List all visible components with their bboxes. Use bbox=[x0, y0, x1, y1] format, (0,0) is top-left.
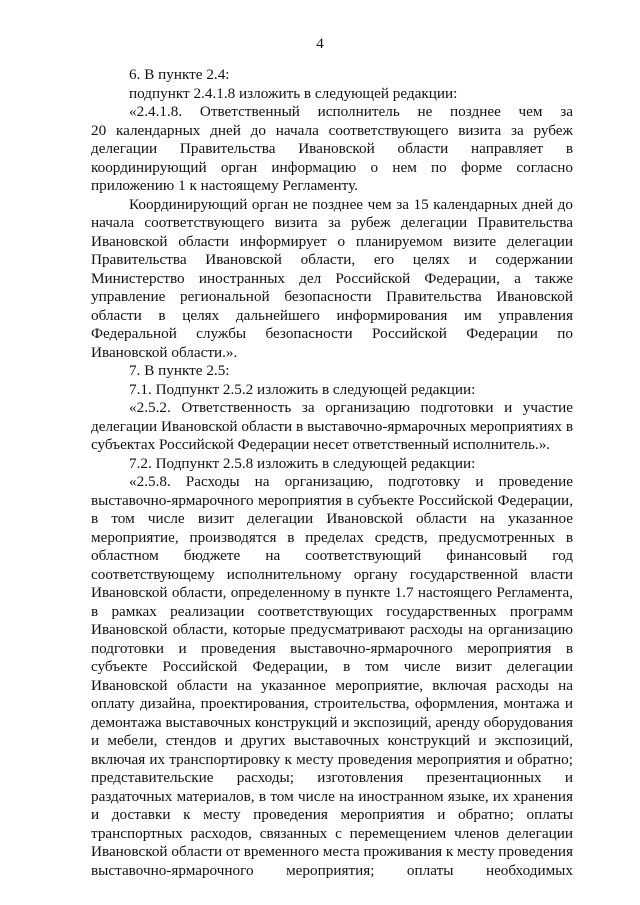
text-line: «2.5.8. Расходы на организацию, подготовку и проведение bbox=[129, 473, 573, 490]
text-line: Ивановской области.». bbox=[91, 343, 238, 361]
text-line: Координирующий орган не позднее чем за 15 календарных дней до bbox=[129, 195, 573, 213]
text-line: выставочно-ярмарочного мероприятия; оплаты необходимых bbox=[91, 861, 573, 879]
text-line: соответствующему исполнительному органу государственной власти bbox=[91, 565, 573, 583]
text-line: Ивановской области на указанное мероприятие, включая расходы на bbox=[91, 676, 573, 694]
text-line: и доставки к месту проведения мероприятия и обратно; оплаты bbox=[91, 806, 573, 823]
text-line: делегации Ивановской области в выставочно-ярмарочных мероприятиях в bbox=[91, 417, 573, 435]
document-body bbox=[91, 66, 573, 880]
text-line: 6. В пункте 2.4: bbox=[129, 66, 230, 83]
text-line: Министерство иностранных дел Российской Федерации, а также bbox=[91, 269, 573, 287]
page-number: 4 bbox=[316, 36, 324, 52]
text-line: мероприятие, производятся в пределах средств, предусмотренных в bbox=[91, 528, 573, 546]
text-line: координирующий орган информацию о нем по форме согласно bbox=[91, 158, 573, 176]
text-line: подготовки и проведения выставочно-ярмарочного мероприятия в bbox=[91, 639, 573, 657]
text-line: субъектах Российской Федерации несет ответственный исполнитель.». bbox=[91, 436, 551, 453]
text-line: включая их транспортировку к месту проведения мероприятия и обратно; bbox=[91, 750, 573, 768]
text-line: субъекте Российской Федерации, в том числе визит делегации bbox=[91, 658, 573, 675]
text-line: приложению 1 к настоящему Регламенту. bbox=[91, 177, 358, 194]
text-line: 20 календарных дней до начала соответствующего визита за рубеж bbox=[91, 121, 573, 139]
text-line: областном бюджете на соответствующий финансовый год bbox=[91, 547, 573, 564]
text-line: Правительства Ивановской области, его целях и содержании bbox=[91, 251, 573, 268]
text-line: «2.5.2. Ответственность за организацию подготовки и участие bbox=[129, 399, 573, 416]
text-line: 7.2. Подпункт 2.5.8 изложить в следующей редакции: bbox=[129, 454, 476, 472]
text-line: и мебели, стендов и других выставочных конструкций и экспозиций, bbox=[91, 732, 573, 749]
text-line: транспортных расходов, связанных с перемещением членов делегации bbox=[91, 824, 573, 842]
text-line: начала соответствующего визита за рубеж делегации Правительства bbox=[91, 214, 573, 231]
text-line: в рамках реализации соответствующих государственных программ bbox=[91, 602, 573, 620]
text-line: 7.1. Подпункт 2.5.2 изложить в следующей редакции: bbox=[129, 380, 476, 398]
text-line: Ивановской области от временного места проживания к месту проведения bbox=[91, 843, 573, 860]
text-line: управление региональной безопасности Правительства Ивановской bbox=[91, 288, 573, 305]
text-line: Ивановской области информирует о планируемом визите делегации bbox=[91, 232, 573, 250]
text-line: Ивановской области, которые предусматривают расходы на организацию bbox=[91, 621, 573, 638]
text-line: Ивановской области, определенному в пункте 1.7 настоящего Регламента, bbox=[91, 584, 573, 601]
text-line: оплату дизайна, проектирования, строительства, оформления, монтажа и bbox=[91, 695, 573, 712]
text-line: представительские расходы; изготовления презентационных и bbox=[91, 769, 573, 786]
text-line: 7. В пункте 2.5: bbox=[129, 362, 230, 379]
text-line: делегации Правительства Ивановской области направляет в bbox=[91, 140, 573, 157]
text-line: раздаточных материалов, в том числе на иностранном языке, их хранения bbox=[91, 787, 573, 805]
text-line: демонтажа выставочных конструкций и экспозиций, аренду оборудования bbox=[91, 713, 573, 731]
text-line: выставочно-ярмарочного мероприятия в субъекте Российской Федерации, bbox=[91, 491, 573, 509]
text-line: области в целях дальнейшего информирования им управления bbox=[91, 306, 573, 324]
text-line: Федеральной службы безопасности Российской Федерации по bbox=[91, 325, 573, 342]
text-line: в том числе визит делегации Ивановской области на указанное bbox=[91, 510, 573, 527]
text-line: «2.4.1.8. Ответственный исполнитель не позднее чем за bbox=[129, 103, 573, 120]
text-line: подпункт 2.4.1.8 изложить в следующей редакции: bbox=[129, 84, 458, 102]
